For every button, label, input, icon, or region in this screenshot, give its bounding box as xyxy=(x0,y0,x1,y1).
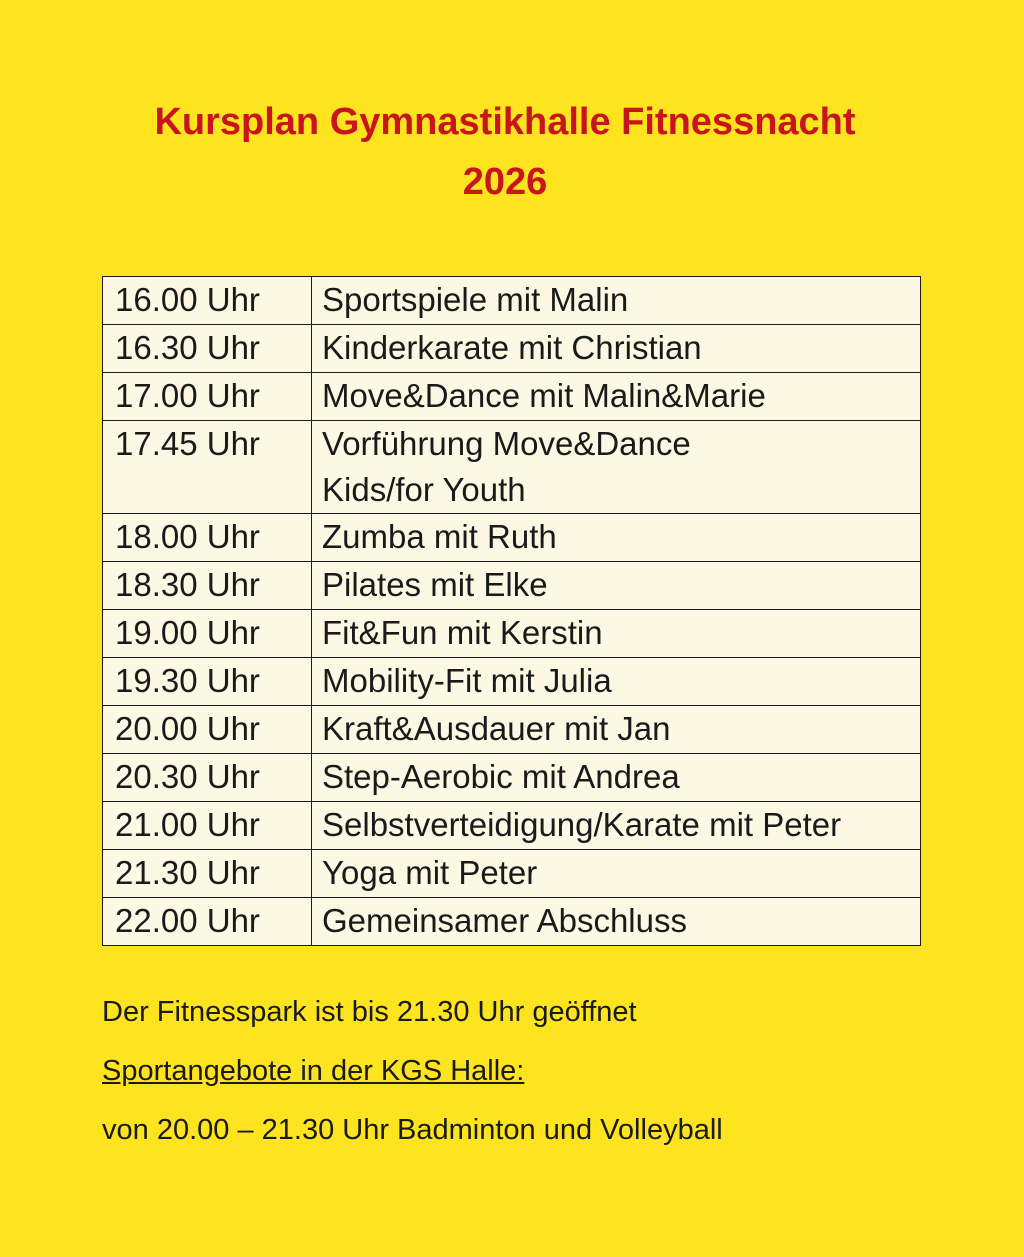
schedule-time: 18.00 Uhr xyxy=(103,514,312,562)
schedule-row xyxy=(103,754,921,802)
schedule-course-line: Mobility-Fit mit Julia xyxy=(322,662,612,699)
schedule-course xyxy=(312,373,921,421)
schedule-course-line: Fit&Fun mit Kerstin xyxy=(322,614,603,651)
title-line-2: 2026 xyxy=(462,161,548,203)
schedule-course xyxy=(312,898,921,946)
schedule-course xyxy=(312,802,921,850)
schedule-time: 17.00 Uhr xyxy=(103,373,312,421)
schedule-course-line: Vorführung Move&Dance xyxy=(322,425,691,462)
schedule-course-line: Kraft&Ausdauer mit Jan xyxy=(322,710,671,747)
schedule-row xyxy=(103,325,921,373)
schedule-time: 22.00 Uhr xyxy=(103,898,312,946)
schedule-time: 16.00 Uhr xyxy=(103,277,312,325)
schedule-table xyxy=(102,276,921,946)
schedule-row xyxy=(103,898,921,946)
schedule-row xyxy=(103,610,921,658)
schedule-course-line: Kinderkarate mit Christian xyxy=(322,329,702,366)
schedule-course-line: Kids/for Youth xyxy=(322,471,526,508)
title-line-1: Kursplan Gymnastikhalle Fitnessnacht xyxy=(154,101,856,143)
schedule-course xyxy=(312,658,921,706)
schedule-course-line: Step-Aerobic mit Andrea xyxy=(322,758,680,795)
schedule-course xyxy=(312,850,921,898)
schedule-time: 18.30 Uhr xyxy=(103,562,312,610)
schedule-time: 20.00 Uhr xyxy=(103,706,312,754)
schedule-row xyxy=(103,562,921,610)
schedule-course xyxy=(312,610,921,658)
schedule-course-line: Selbstverteidigung/Karate mit Peter xyxy=(322,806,842,843)
schedule-row xyxy=(103,706,921,754)
kgs-offer: von 20.00 – 21.30 Uhr Badminton und Volleyball xyxy=(102,1114,723,1146)
schedule-body xyxy=(103,277,921,946)
schedule-course xyxy=(312,325,921,373)
schedule-course-line: Yoga mit Peter xyxy=(322,854,538,891)
schedule-time: 19.00 Uhr xyxy=(103,610,312,658)
schedule-course xyxy=(312,421,921,514)
schedule-course-line: Move&Dance mit Malin&Marie xyxy=(322,377,766,414)
schedule-row xyxy=(103,802,921,850)
schedule-time: 19.30 Uhr xyxy=(103,658,312,706)
schedule-row xyxy=(103,373,921,421)
schedule-time: 16.30 Uhr xyxy=(103,325,312,373)
kgs-heading: Sportangebote in der KGS Halle: xyxy=(102,1055,525,1087)
schedule-course-line: Sportspiele mit Malin xyxy=(322,281,629,318)
page-title xyxy=(0,92,1010,212)
schedule-row xyxy=(103,277,921,325)
schedule-course xyxy=(312,562,921,610)
schedule-course xyxy=(312,514,921,562)
schedule-time: 21.30 Uhr xyxy=(103,850,312,898)
schedule-time: 17.45 Uhr xyxy=(103,421,312,514)
schedule-row xyxy=(103,514,921,562)
schedule-course xyxy=(312,706,921,754)
schedule-row xyxy=(103,850,921,898)
schedule-course xyxy=(312,754,921,802)
schedule-course-line: Gemeinsamer Abschluss xyxy=(322,902,687,939)
schedule-course-line: Zumba mit Ruth xyxy=(322,518,557,555)
schedule-row xyxy=(103,658,921,706)
schedule-row xyxy=(103,421,921,514)
fitnesspark-note: Der Fitnesspark ist bis 21.30 Uhr geöffnet xyxy=(102,996,637,1028)
schedule-course xyxy=(312,277,921,325)
schedule-time: 20.30 Uhr xyxy=(103,754,312,802)
schedule-course-line: Pilates mit Elke xyxy=(322,566,548,603)
schedule-time: 21.00 Uhr xyxy=(103,802,312,850)
